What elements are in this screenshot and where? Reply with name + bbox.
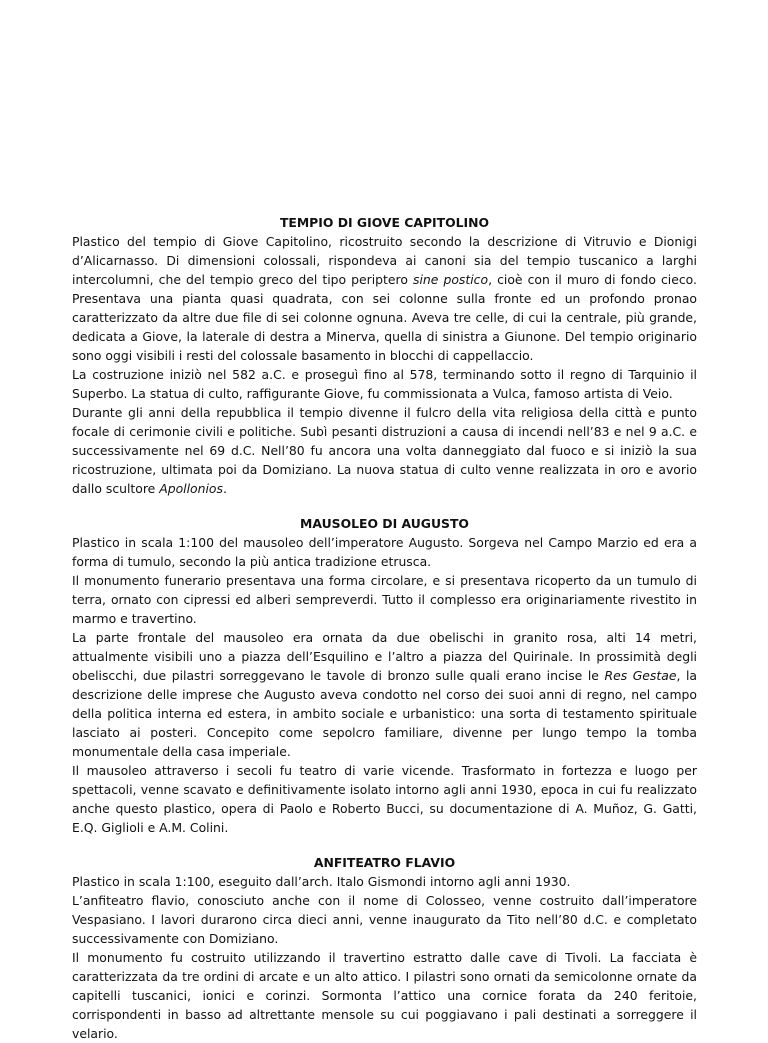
paragraph (72, 232, 697, 365)
text-run: La parte frontale del mausoleo era ornata da due obelischi in granito rosa, alti 14 metri, attualmente visibili uno a piazza dell’Esquilino e l’altro a piazza del Quirinale. In prossimità degli obeliscchi, due pilastri sorreggevano le tavole di bronzo sulle quali erano incise le (72, 630, 697, 683)
section (72, 853, 697, 1043)
text-run: Il monumento funerario presentava una forma circolare, e si presentava ricoperto da un tumulo di terra, ornato con cipressi ed alberi sempreverdi. Tutto il complesso era originariamente rivestito in marmo e travertino. (72, 573, 697, 626)
text-run: , la descrizione delle imprese che Augusto aveva condotto nel corso dei suoi anni di regno, nel campo della politica interna ed estera, in ambito sociale e urbanistico: una sorta di testamento spirituale lasciato ai posteri. Concepito come sepolcro familiare, divenne per lungo tempo la tomba monumentale della casa imperiale. (72, 668, 697, 759)
text-run: Plastico in scala 1:100, eseguito dall’arch. Italo Gismondi intorno agli anni 1930. (72, 874, 571, 889)
text-run: Il mausoleo attraverso i secoli fu teatro di varie vicende. Trasformato in fortezza e luogo per spettacoli, venne scavato e definitivamente isolato intorno agli anni 1930, epoca in cui fu realizzato anche questo plastico, opera di Paolo e Roberto Bucci, su documentazione di A. Muñoz, G. Gatti, E.Q. Giglioli e A.M. Colini. (72, 763, 697, 835)
text-run: L’anfiteatro flavio, conosciuto anche con il nome di Colosseo, venne costruito dall’imperatore Vespasiano. I lavori durarono circa dieci anni, venne inaugurato da Tito nell’80 d.C. e completato successivamente con Domiziano. (72, 893, 697, 946)
text-run: La costruzione iniziò nel 582 a.C. e proseguì fino al 578, terminando sotto il regno di Tarquinio il Superbo. La statua di culto, raffigurante Giove, fu commissionata a Vulca, famoso artista di Veio. (72, 367, 697, 401)
paragraph (72, 628, 697, 761)
paragraph (72, 533, 697, 571)
section (72, 213, 697, 498)
text-run: , cioè con il muro di fondo cieco. Presentava una pianta quasi quadrata, con sei colonne sulla fronte ed un profondo pronao caratterizzato da altre due file di sei colonne ognuna. Aveva tre celle, di cui la centrale, più grande, dedicata a Giove, la laterale di destra a Minerva, quella di sinistra a Giunone. Del tempio originario sono oggi visibili i resti del colossale basamento in blocchi di cappellaccio. (72, 272, 697, 363)
italic-text: Apollonios (159, 481, 223, 496)
text-run: . (222, 481, 227, 496)
text-run: Il monumento fu costruito utilizzando il travertino estratto dalle cave di Tivoli. La facciata è caratterizzata da tre ordini di arcate e un alto attico. I pilastri sono ornati da semicolonne ornate da capitelli tuscanici, ionici e corinzi. Sormonta l’attico una cornice forata da 240 feritoie, corrispondenti in basso ad altrettante mensole su cui poggiavano i pali destinati a sorreggere il velario. (72, 950, 697, 1041)
paragraph (72, 948, 697, 1043)
paragraph (72, 761, 697, 837)
text-run: Durante gli anni della repubblica il tempio divenne il fulcro della vita religiosa della città e punto focale di cerimonie civili e politiche. Subì pesanti distruzioni a causa di incendi nell’83 e nel 9 a.C. e successivamente nel 69 d.C. Nell’80 fu ancora una volta danneggiato dal fuoco e si iniziò la sua ricostruzione, ultimata poi da Domiziano. La nuova statua di culto venne realizzata in oro e avorio dallo scultore (72, 405, 697, 496)
text-run: Plastico del tempio di Giove Capitolino, ricostruito secondo la descrizione di Vitruvio e Dionigi d’Alicarnasso. Di dimensioni colossali, rispondeva ai canoni sia del tempio tuscanico a larghi intercolumni, che del tempio greco del tipo periptero (72, 234, 697, 287)
italic-text: Res Gestae (604, 668, 677, 683)
paragraph (72, 365, 697, 403)
section-title: ANFITEATRO FLAVIO (313, 855, 456, 870)
paragraph (72, 891, 697, 948)
text-run: Plastico in scala 1:100 del mausoleo dell’imperatore Augusto. Sorgeva nel Campo Marzio ed era a forma di tumulo, secondo la più antica tradizione etrusca. (72, 535, 697, 569)
italic-text: sine postico (413, 272, 489, 287)
paragraph (72, 571, 697, 628)
paragraph (72, 872, 697, 891)
section-title: MAUSOLEO DI AUGUSTO (300, 516, 469, 531)
section-title: TEMPIO DI GIOVE CAPITOLINO (279, 215, 490, 230)
document-body (72, 213, 697, 1043)
paragraph (72, 403, 697, 498)
section (72, 514, 697, 837)
